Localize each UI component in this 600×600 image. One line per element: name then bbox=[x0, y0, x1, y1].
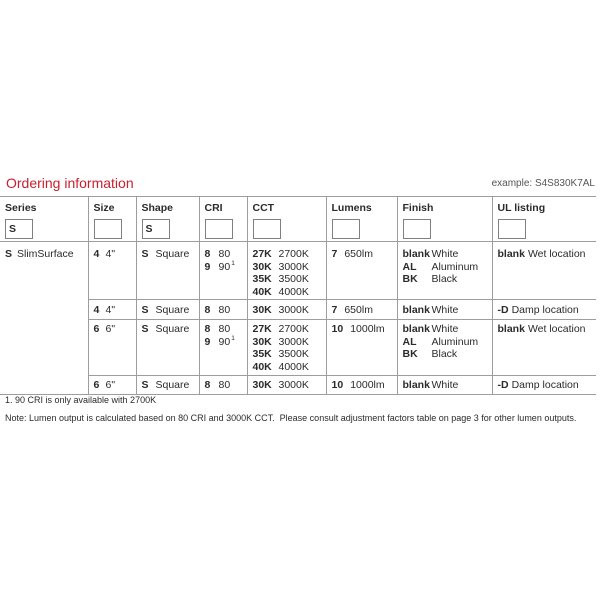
finish-value: Black bbox=[431, 273, 458, 285]
cri-option bbox=[205, 261, 247, 274]
cct-code: 30K bbox=[252, 304, 272, 316]
lumens-cell bbox=[326, 376, 397, 395]
finish-value: Aluminum bbox=[431, 260, 479, 273]
size-code: 6 bbox=[93, 323, 100, 335]
column-label-lumens: Lumens bbox=[331, 202, 372, 214]
cri-code: 8 bbox=[204, 379, 211, 391]
header-series bbox=[0, 197, 88, 242]
column-label-cct: CCT bbox=[252, 202, 275, 214]
lumens-code: 7 bbox=[331, 248, 338, 260]
cri-option bbox=[205, 304, 247, 317]
cct-option bbox=[253, 273, 326, 286]
shape-value: Square bbox=[155, 379, 190, 391]
size-cell bbox=[88, 242, 136, 300]
ul-listing-cell bbox=[492, 376, 596, 395]
cct-code: 30K bbox=[252, 335, 272, 348]
header-ul-listing bbox=[492, 197, 596, 242]
size-code: 6 bbox=[93, 379, 100, 391]
finish-option bbox=[403, 323, 492, 336]
cri-cell bbox=[199, 242, 247, 300]
ul-listing-option bbox=[498, 323, 597, 336]
shape-value: Square bbox=[155, 248, 190, 260]
ul-listing-cell bbox=[492, 300, 596, 320]
cct-option bbox=[253, 348, 326, 361]
lumens-value: 650lm bbox=[344, 304, 373, 316]
cri-value: 90 bbox=[218, 335, 231, 348]
footnote-marker: 1 bbox=[231, 260, 235, 267]
shape-option bbox=[142, 379, 199, 392]
header-cri bbox=[199, 197, 247, 242]
shape-option bbox=[142, 304, 199, 317]
header-shape bbox=[136, 197, 199, 242]
cri-value: 80 bbox=[218, 248, 231, 260]
header-row bbox=[0, 197, 596, 242]
footnote: 1. 90 CRI is only available with 2700K bbox=[5, 395, 157, 405]
finish-code: AL bbox=[402, 260, 417, 273]
ul-listing-value: Wet location bbox=[527, 248, 586, 260]
cri-cell bbox=[199, 376, 247, 395]
column-label-shape: Shape bbox=[141, 202, 174, 214]
size-option bbox=[94, 248, 136, 261]
finish-code: BK bbox=[402, 348, 418, 360]
cri-option bbox=[205, 379, 247, 392]
cct-value: 3000K bbox=[278, 335, 309, 348]
finish-value: White bbox=[431, 379, 459, 391]
lumens-cell bbox=[326, 300, 397, 320]
ul-listing-code-box bbox=[498, 219, 526, 239]
finish-code: blank bbox=[402, 323, 430, 335]
cri-cell bbox=[199, 300, 247, 320]
ul-listing-option bbox=[498, 379, 597, 392]
cri-code: 9 bbox=[204, 260, 211, 273]
cct-value: 3500K bbox=[278, 273, 309, 285]
shape-cell bbox=[136, 242, 199, 300]
finish-value: White bbox=[431, 304, 459, 316]
series-option bbox=[5, 248, 88, 261]
cct-code: 30K bbox=[252, 260, 272, 273]
lumens-code-box bbox=[332, 219, 360, 239]
header-size bbox=[88, 197, 136, 242]
cct-option bbox=[253, 379, 326, 392]
finish-cell bbox=[397, 242, 492, 300]
cct-option bbox=[253, 361, 326, 374]
lumens-option bbox=[332, 304, 397, 317]
ul-listing-cell bbox=[492, 242, 596, 300]
size-option bbox=[94, 379, 136, 392]
size-value: 4" bbox=[105, 248, 116, 260]
ul-listing-cell bbox=[492, 320, 596, 376]
ul-listing-option bbox=[498, 304, 597, 317]
shape-code: S bbox=[141, 304, 149, 316]
ul-listing-value: Damp location bbox=[511, 379, 579, 391]
cct-value: 2700K bbox=[278, 248, 309, 260]
cri-code: 8 bbox=[204, 248, 211, 260]
column-label-cri: CRI bbox=[204, 202, 223, 214]
finish-value: White bbox=[431, 323, 459, 335]
cct-value: 4000K bbox=[278, 360, 309, 373]
lumens-option bbox=[332, 248, 397, 261]
table-row bbox=[0, 320, 596, 376]
cct-cell bbox=[247, 320, 326, 376]
shape-cell bbox=[136, 300, 199, 320]
finish-option bbox=[403, 348, 492, 361]
column-label-size: Size bbox=[93, 202, 115, 214]
size-cell bbox=[88, 300, 136, 320]
cct-value: 3000K bbox=[278, 379, 309, 391]
series-value: SlimSurface bbox=[17, 248, 74, 260]
footnote-marker: 1 bbox=[231, 335, 235, 342]
lumens-option bbox=[332, 379, 397, 392]
shape-code: S bbox=[141, 323, 149, 335]
cct-option bbox=[253, 323, 326, 336]
ul-listing-code: blank bbox=[497, 323, 525, 335]
ul-listing-code: -D bbox=[497, 304, 509, 316]
table-row bbox=[0, 300, 596, 320]
finish-option bbox=[403, 379, 492, 392]
ul-listing-code: blank bbox=[497, 248, 525, 260]
cct-option bbox=[253, 261, 326, 274]
cri-value: 80 bbox=[218, 323, 231, 335]
cct-value: 3500K bbox=[278, 348, 309, 360]
series-code: S bbox=[5, 248, 13, 260]
header-cct bbox=[247, 197, 326, 242]
ul-listing-value: Wet location bbox=[527, 323, 586, 335]
lumens-option bbox=[332, 323, 397, 336]
cct-option bbox=[253, 248, 326, 261]
size-code-box bbox=[94, 219, 122, 239]
shape-value: Square bbox=[155, 323, 190, 335]
column-label-finish: Finish bbox=[402, 202, 434, 214]
series-cell bbox=[0, 242, 88, 395]
cri-value: 80 bbox=[218, 379, 231, 391]
cri-code: 9 bbox=[204, 335, 211, 348]
lumens-code: 7 bbox=[331, 304, 338, 316]
cri-option bbox=[205, 248, 247, 261]
size-cell bbox=[88, 376, 136, 395]
cri-code: 8 bbox=[204, 304, 211, 316]
shape-code: S bbox=[141, 379, 149, 391]
table-row bbox=[0, 242, 596, 300]
cct-option bbox=[253, 286, 326, 299]
lumens-code: 10 bbox=[331, 379, 344, 391]
ul-listing-code: -D bbox=[497, 379, 509, 391]
cct-code: 27K bbox=[252, 248, 272, 260]
shape-option bbox=[142, 248, 199, 261]
cct-cell bbox=[247, 376, 326, 395]
shape-code-box: S bbox=[142, 219, 170, 239]
ul-listing-option bbox=[498, 248, 597, 261]
lumens-value: 1000lm bbox=[350, 323, 385, 335]
finish-option bbox=[403, 273, 492, 286]
header-lumens bbox=[326, 197, 397, 242]
cct-code-box bbox=[253, 219, 281, 239]
header-finish bbox=[397, 197, 492, 242]
cct-cell bbox=[247, 242, 326, 300]
lumens-cell bbox=[326, 320, 397, 376]
cct-code: 35K bbox=[252, 273, 272, 285]
column-label-ul-listing: UL listing bbox=[497, 202, 546, 214]
cct-value: 3000K bbox=[278, 260, 309, 273]
shape-cell bbox=[136, 376, 199, 395]
cri-option bbox=[205, 336, 247, 349]
finish-cell bbox=[397, 376, 492, 395]
cct-option bbox=[253, 336, 326, 349]
table-row bbox=[0, 376, 596, 395]
ul-listing-value: Damp location bbox=[511, 304, 579, 316]
size-code: 4 bbox=[93, 248, 100, 260]
finish-code: blank bbox=[402, 304, 430, 316]
column-label-series: Series bbox=[5, 202, 37, 214]
cri-code-box bbox=[205, 219, 233, 239]
finish-option bbox=[403, 248, 492, 261]
lumens-value: 650lm bbox=[344, 248, 373, 260]
finish-value: Aluminum bbox=[431, 335, 479, 348]
size-cell bbox=[88, 320, 136, 376]
cri-value: 90 bbox=[218, 260, 231, 273]
shape-code: S bbox=[141, 248, 149, 260]
size-option bbox=[94, 323, 136, 336]
finish-value: White bbox=[431, 248, 459, 260]
size-value: 4" bbox=[105, 304, 116, 316]
shape-value: Square bbox=[155, 304, 190, 316]
cct-code: 35K bbox=[252, 348, 272, 360]
lumen-output-note: Note: Lumen output is calculated based on 80 CRI and 3000K CCT. Please consult adjustment factors table on page 3 for other lumen outputs. bbox=[5, 413, 577, 423]
cri-value: 80 bbox=[218, 304, 231, 316]
finish-code: blank bbox=[402, 379, 430, 391]
finish-code: BK bbox=[402, 273, 418, 285]
size-option bbox=[94, 304, 136, 317]
finish-cell bbox=[397, 320, 492, 376]
cct-value: 2700K bbox=[278, 323, 309, 335]
finish-code-box bbox=[403, 219, 431, 239]
series-code-box: S bbox=[5, 219, 33, 239]
shape-option bbox=[142, 323, 199, 336]
finish-value: Black bbox=[431, 348, 458, 360]
finish-code: AL bbox=[402, 335, 417, 348]
finish-code: blank bbox=[402, 248, 430, 260]
lumens-value: 1000lm bbox=[350, 379, 385, 391]
section-title: Ordering information bbox=[6, 175, 134, 191]
finish-option bbox=[403, 304, 492, 317]
cct-cell bbox=[247, 300, 326, 320]
lumens-cell bbox=[326, 242, 397, 300]
finish-cell bbox=[397, 300, 492, 320]
size-value: 6" bbox=[105, 323, 116, 335]
shape-cell bbox=[136, 320, 199, 376]
lumens-code: 10 bbox=[331, 323, 344, 335]
cct-option bbox=[253, 304, 326, 317]
cct-code: 30K bbox=[252, 379, 272, 391]
cct-value: 3000K bbox=[278, 304, 309, 316]
cri-cell bbox=[199, 320, 247, 376]
cct-code: 40K bbox=[252, 360, 272, 373]
size-value: 6" bbox=[105, 379, 116, 391]
cct-code: 40K bbox=[252, 285, 272, 298]
cct-value: 4000K bbox=[278, 285, 309, 298]
finish-option bbox=[403, 261, 492, 274]
size-code: 4 bbox=[93, 304, 100, 316]
finish-option bbox=[403, 336, 492, 349]
example-code: example: S4S830K7AL bbox=[491, 178, 595, 189]
cri-option bbox=[205, 323, 247, 336]
ordering-table bbox=[0, 196, 596, 395]
cri-code: 8 bbox=[204, 323, 211, 335]
cct-code: 27K bbox=[252, 323, 272, 335]
